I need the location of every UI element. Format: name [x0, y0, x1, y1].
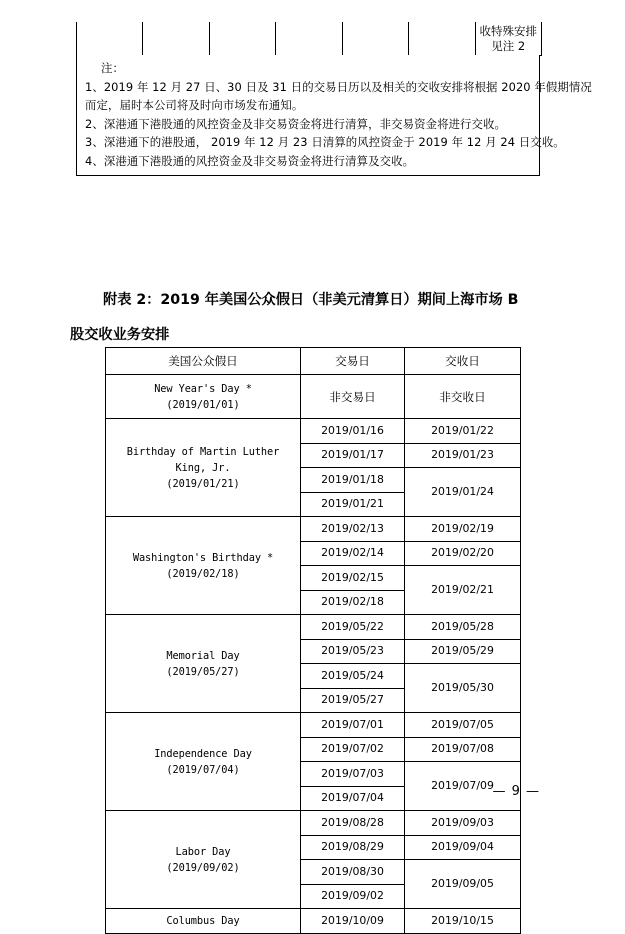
- notes-box: [76, 55, 592, 176]
- trade-date-cell: 2019/08/28: [301, 811, 405, 836]
- note-line: 1、2019 年 12 月 27 日、30 日及 31 日的交易日历以及相关的交收安排将根据 2020 年假期情况: [85, 79, 592, 94]
- settlement-date-cell: 2019/02/20: [405, 541, 521, 566]
- table-row: [106, 615, 521, 640]
- continued-table-cell: [276, 22, 342, 56]
- continued-table-note-line: 收特殊安排: [479, 23, 538, 38]
- continued-table-body: [77, 22, 542, 56]
- continued-table: [76, 22, 542, 56]
- table-row: [106, 517, 521, 542]
- continued-table-cell: [209, 22, 275, 56]
- trade-date-cell: 2019/01/21: [301, 492, 405, 517]
- trade-date-cell: 2019/07/04: [301, 786, 405, 811]
- holiday-name-line: (2019/05/27): [166, 665, 240, 678]
- trade-date-cell: 2019/02/18: [301, 590, 405, 615]
- note-line: 4、深港通下港股通的风控资金及非交易资金将进行清算及交收。: [85, 153, 415, 168]
- continued-table-note-line: 见注 2: [491, 38, 526, 53]
- settlement-date-cell: 2019/01/22: [405, 419, 521, 444]
- holiday-name-line: (2019/01/01): [166, 398, 240, 411]
- table-header-row: [106, 348, 521, 375]
- continued-table-cell: [77, 22, 143, 56]
- holiday-name-cell: [106, 909, 301, 934]
- settlement-date-cell: 2019/05/28: [405, 615, 521, 640]
- table-row: [77, 22, 542, 56]
- holiday-name-line: Birthday of Martin Luther: [126, 445, 280, 458]
- holiday-name-line: (2019/07/04): [166, 763, 240, 776]
- trade-date-cell: 2019/02/14: [301, 541, 405, 566]
- settlement-date-cell: 2019/02/21: [405, 566, 521, 615]
- page-number: — 9 —: [492, 784, 540, 799]
- trade-date-cell: 2019/02/15: [301, 566, 405, 591]
- holiday-name-line: Labor Day: [175, 845, 231, 858]
- table-row: [106, 419, 521, 444]
- section-title-line-2: 股交收业务安排: [70, 327, 170, 343]
- trade-date-cell: 2019/05/22: [301, 615, 405, 640]
- holiday-name-line: New Year's Day *: [154, 382, 252, 395]
- table-row: [106, 811, 521, 836]
- continued-table-cell: [143, 22, 209, 56]
- settlement-date-cell: 2019/10/15: [405, 909, 521, 934]
- settlement-date-cell: 2019/09/04: [405, 835, 521, 860]
- settlement-date-cell: 2019/09/05: [405, 860, 521, 909]
- notes-list: [85, 78, 592, 171]
- holiday-table-body: [106, 348, 521, 934]
- continued-table-container: [76, 22, 542, 56]
- settlement-date-cell: 2019/02/19: [405, 517, 521, 542]
- settlement-date-cell: 2019/01/23: [405, 443, 521, 468]
- holiday-name-line: (2019/09/02): [166, 861, 240, 874]
- trade-date-cell: 2019/01/17: [301, 443, 405, 468]
- trade-date-cell: 2019/01/16: [301, 419, 405, 444]
- holiday-name-cell: [106, 811, 301, 909]
- trade-date-cell: 非交易日: [301, 375, 405, 419]
- holiday-name-line: Columbus Day: [166, 914, 240, 927]
- trade-date-cell: 2019/09/02: [301, 884, 405, 909]
- section-title-line-1: 附表 2：2019 年美国公众假日（非美元清算日）期间上海市场 B: [103, 292, 519, 308]
- trade-date-cell: 2019/05/24: [301, 664, 405, 689]
- holiday-name-cell: [106, 615, 301, 713]
- holiday-schedule-table: [105, 347, 521, 934]
- holiday-name-line: (2019/01/21): [166, 477, 240, 490]
- column-header: 交易日: [301, 348, 405, 375]
- table-row: [106, 713, 521, 738]
- holiday-table-container: [105, 347, 520, 934]
- trade-date-cell: 2019/01/18: [301, 468, 405, 493]
- holiday-name-cell: [106, 375, 301, 419]
- notes-heading: 注：: [101, 61, 124, 75]
- trade-date-cell: 2019/07/03: [301, 762, 405, 787]
- table-row: [106, 909, 521, 934]
- holiday-name-cell: [106, 419, 301, 517]
- settlement-date-cell: 2019/09/03: [405, 811, 521, 836]
- continued-table-cell: [342, 22, 408, 56]
- trade-date-cell: 2019/10/09: [301, 909, 405, 934]
- trade-date-cell: 2019/02/13: [301, 517, 405, 542]
- holiday-name-line: (2019/02/18): [166, 567, 240, 580]
- holiday-name-line: Independence Day: [154, 747, 252, 760]
- holiday-name-line: King, Jr.: [175, 461, 231, 474]
- settlement-date-cell: 2019/07/08: [405, 737, 521, 762]
- note-line: 而定，届时本公司将及时向市场发布通知。: [85, 98, 304, 112]
- section-title: [70, 283, 550, 353]
- holiday-name-cell: [106, 517, 301, 615]
- settlement-date-cell: 2019/05/30: [405, 664, 521, 713]
- continued-table-note-cell: [475, 22, 541, 56]
- settlement-date-cell: 2019/07/05: [405, 713, 521, 738]
- column-header: 交收日: [405, 348, 521, 375]
- trade-date-cell: 2019/07/01: [301, 713, 405, 738]
- holiday-name-line: Memorial Day: [166, 649, 240, 662]
- settlement-date-cell: 2019/01/24: [405, 468, 521, 517]
- settlement-date-cell: 2019/05/29: [405, 639, 521, 664]
- note-line: 3、深港通下的港股通， 2019 年 12 月 23 日清算的风控资金于 2019 年 12 月 24 日交收。: [85, 135, 565, 149]
- column-header: 美国公众假日: [106, 348, 301, 375]
- trade-date-cell: 2019/05/23: [301, 639, 405, 664]
- note-line: 2、深港通下港股通的风控资金及非交易资金将进行清算，非交易资金将进行交收。: [85, 116, 507, 131]
- settlement-date-cell: 2019/07/09: [405, 762, 521, 811]
- trade-date-cell: 2019/08/30: [301, 860, 405, 885]
- continued-table-cell: [409, 22, 475, 56]
- trade-date-cell: 2019/08/29: [301, 835, 405, 860]
- holiday-name-line: Washington's Birthday *: [132, 551, 274, 564]
- table-row: [106, 375, 521, 419]
- trade-date-cell: 2019/07/02: [301, 737, 405, 762]
- settlement-date-cell: 非交收日: [405, 375, 521, 419]
- trade-date-cell: 2019/05/27: [301, 688, 405, 713]
